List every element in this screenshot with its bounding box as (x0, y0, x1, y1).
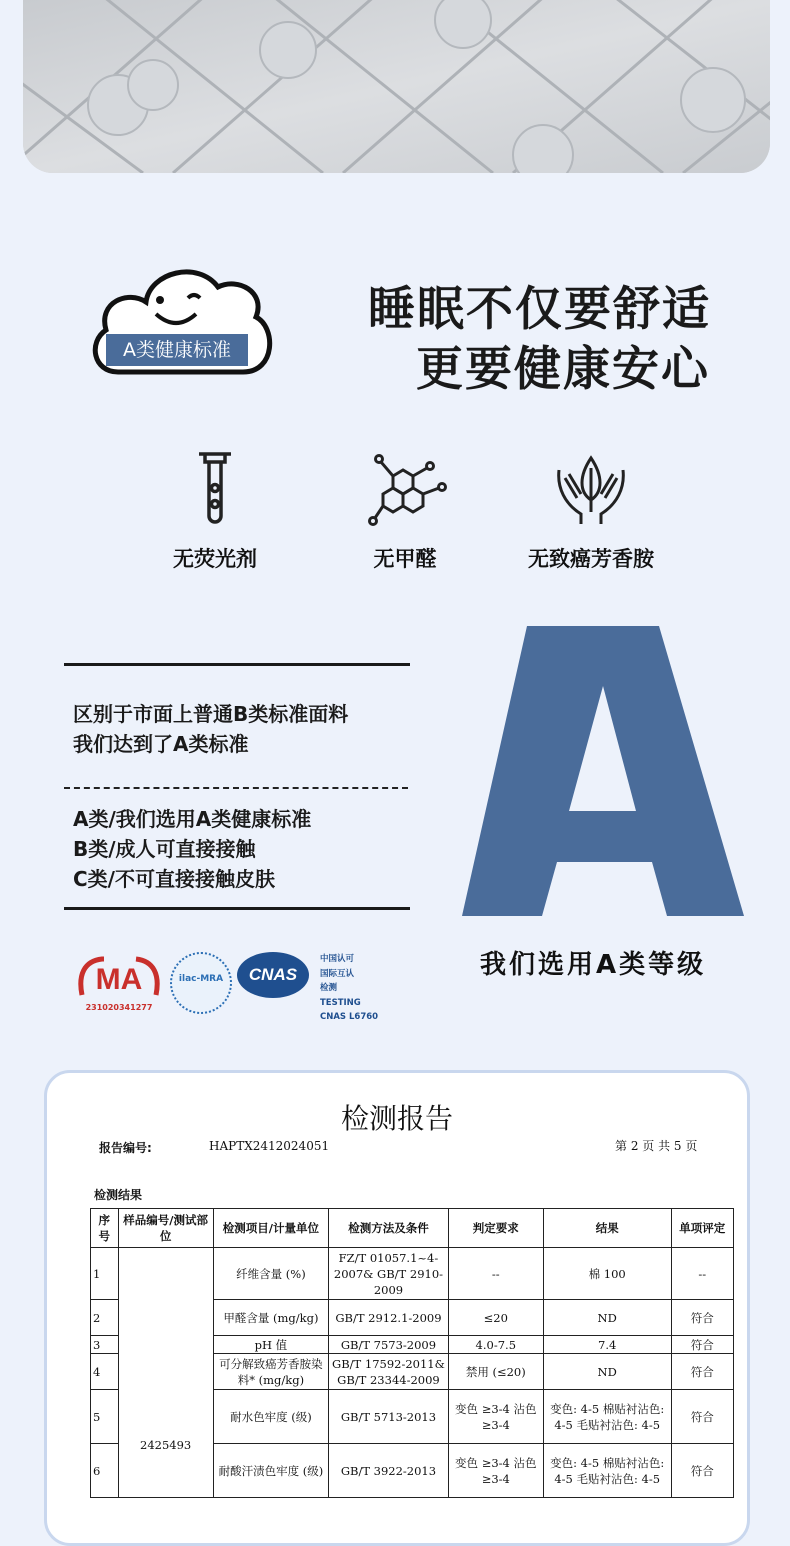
section-title: 检测结果 (94, 1188, 143, 1202)
dashed-divider (64, 787, 408, 789)
cma-logo (78, 955, 160, 1015)
compare-line-1: 区别于市面上普通B类标准面料 (73, 702, 349, 726)
sample-id: 2425493 (118, 1248, 213, 1498)
grade-text: 我们选用A类等级 (480, 950, 707, 980)
table-row: 6 耐酸汗渍色牢度 (级) GB/T 3922-2013 变色 ≥3-4 沾色 ≥3-4 变色: 4-5 棉贴衬沾色: 4-5 毛贴衬沾色: 4-5 符合 (91, 1444, 734, 1498)
svg-text:MA: MA (95, 963, 143, 996)
table-row: 3 pH 值 GB/T 7573-2009 4.0-7.5 7.4 符合 (91, 1336, 734, 1354)
table-header-row: 序号 样品编号/测试部位 检测项目/计量单位 检测方法及条件 判定要求 结果 单项评定 (91, 1209, 734, 1248)
big-letter-a (462, 626, 744, 916)
ilac-mra-logo: ilac-MRA (170, 952, 232, 1014)
test-tube-icon (175, 448, 255, 528)
feature-label-no-carcinogenic-amine: 无致癌芳香胺 (528, 547, 654, 571)
report-title: 检测报告 (340, 1102, 453, 1135)
report-page: 第 2 页 共 5 页 (615, 1139, 698, 1153)
molecule-icon (367, 448, 447, 528)
test-report (44, 1070, 750, 1546)
bottom-rule (64, 907, 410, 910)
results-table (90, 1208, 734, 1498)
top-rule (64, 663, 410, 666)
feature-label-no-formaldehyde: 无甲醛 (373, 547, 437, 571)
report-number-label: 报告编号: (99, 1141, 152, 1155)
report-number: HAPTX2412024051 (209, 1139, 330, 1153)
table-row: 1 2425493 纤维含量 (%) FZ/T 01057.1~4-2007& GB/T 2910-2009 -- 棉 100 -- (91, 1248, 734, 1300)
cma-number: 231020341277 (85, 1003, 153, 1012)
compare-line-2: 我们达到了A类标准 (73, 732, 249, 756)
headline-line-2: 更要健康安心 (416, 342, 710, 397)
class-line-a: A类/我们选用A类健康标准 (73, 807, 312, 831)
class-line-b: B类/成人可直接接触 (73, 837, 256, 861)
table-row: 5 耐水色牢度 (级) GB/T 5713-2013 变色 ≥3-4 沾色 ≥3-4 变色: 4-5 棉贴衬沾色: 4-5 毛贴衬沾色: 4-5 符合 (91, 1390, 734, 1444)
a-class-badge: A类健康标准 (106, 334, 248, 366)
table-row: 4 可分解致癌芳香胺染料* (mg/kg) GB/T 17592-2011& GB/T 23344-2009 禁用 (≤20) ND 符合 (91, 1354, 734, 1390)
class-line-c: C类/不可直接接触皮肤 (73, 867, 275, 891)
cnas-text: 中国认可 国际互认 检测 TESTING CNAS L6760 (320, 954, 379, 1022)
hands-leaf-icon (551, 448, 631, 528)
feature-label-no-fluorescent: 无荧光剂 (173, 547, 257, 571)
headline-line-1: 睡眠不仅要舒适 (368, 282, 711, 337)
quilted-fabric-image (23, 0, 770, 173)
cnas-logo: CNAS (237, 952, 309, 998)
table-row: 2 甲醛含量 (mg/kg) GB/T 2912.1-2009 ≤20 ND 符合 (91, 1300, 734, 1336)
